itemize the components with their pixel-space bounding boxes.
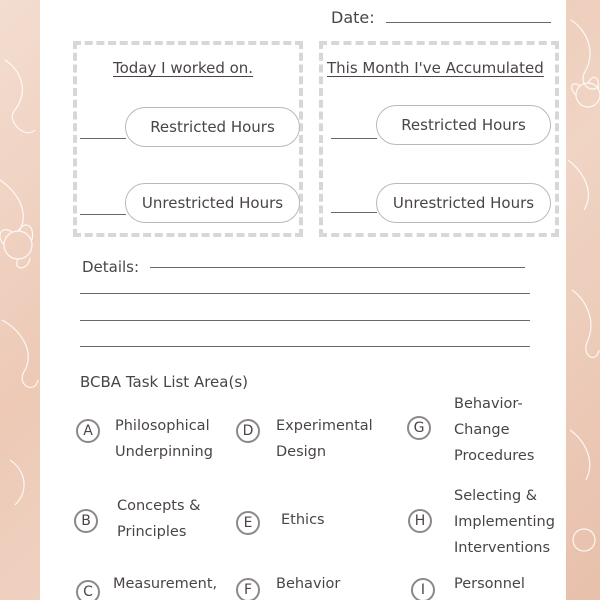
details-line[interactable] xyxy=(80,320,530,321)
area-g-label: Behavior- Change Procedures xyxy=(454,396,535,464)
today-unrestricted-hours-field[interactable] xyxy=(80,214,126,215)
today-restricted-hours-field[interactable] xyxy=(80,138,126,139)
area-e-circle[interactable]: E xyxy=(236,511,260,535)
area-d-label: Experimental Design xyxy=(276,418,373,460)
details-line[interactable] xyxy=(80,293,530,294)
area-f-label: Behavior xyxy=(276,576,341,592)
floral-decoration-icon xyxy=(0,0,40,600)
details-label: Details: xyxy=(82,258,140,276)
floral-border-left xyxy=(0,0,40,600)
month-unrestricted-hours-pill: Unrestricted Hours xyxy=(376,183,551,223)
area-f-circle[interactable]: F xyxy=(236,578,260,600)
area-e-label: Ethics xyxy=(281,512,325,528)
today-unrestricted-hours-pill: Unrestricted Hours xyxy=(125,183,300,223)
month-box-title: This Month I've Accumulated xyxy=(327,59,544,77)
area-i-label: Personnel xyxy=(454,576,525,592)
month-restricted-hours-field[interactable] xyxy=(331,138,377,139)
area-a-circle[interactable]: A xyxy=(76,419,100,443)
month-restricted-hours-pill: Restricted Hours xyxy=(376,105,551,145)
floral-decoration-icon xyxy=(566,0,600,600)
date-field[interactable] xyxy=(386,22,551,23)
task-list-title: BCBA Task List Area(s) xyxy=(80,373,248,391)
floral-border-right xyxy=(566,0,600,600)
area-d-circle[interactable]: D xyxy=(236,419,260,443)
area-b-circle[interactable]: B xyxy=(74,509,98,533)
area-a-label: Philosophical Underpinning xyxy=(115,418,213,460)
date-label: Date: xyxy=(331,8,375,27)
area-h-circle[interactable]: H xyxy=(408,509,432,533)
area-c-label: Measurement, xyxy=(113,576,218,592)
month-unrestricted-hours-field[interactable] xyxy=(331,212,377,213)
details-line[interactable] xyxy=(80,346,530,347)
area-i-circle[interactable]: I xyxy=(411,578,435,600)
today-box-title: Today I worked on. xyxy=(113,59,254,77)
area-h-label: Selecting & Implementing Interventions xyxy=(454,488,555,556)
area-g-circle[interactable]: G xyxy=(407,416,431,440)
today-restricted-hours-pill: Restricted Hours xyxy=(125,107,300,147)
area-c-circle[interactable]: C xyxy=(76,580,100,600)
area-b-label: Concepts & Principles xyxy=(117,498,201,540)
details-line[interactable] xyxy=(150,267,525,268)
